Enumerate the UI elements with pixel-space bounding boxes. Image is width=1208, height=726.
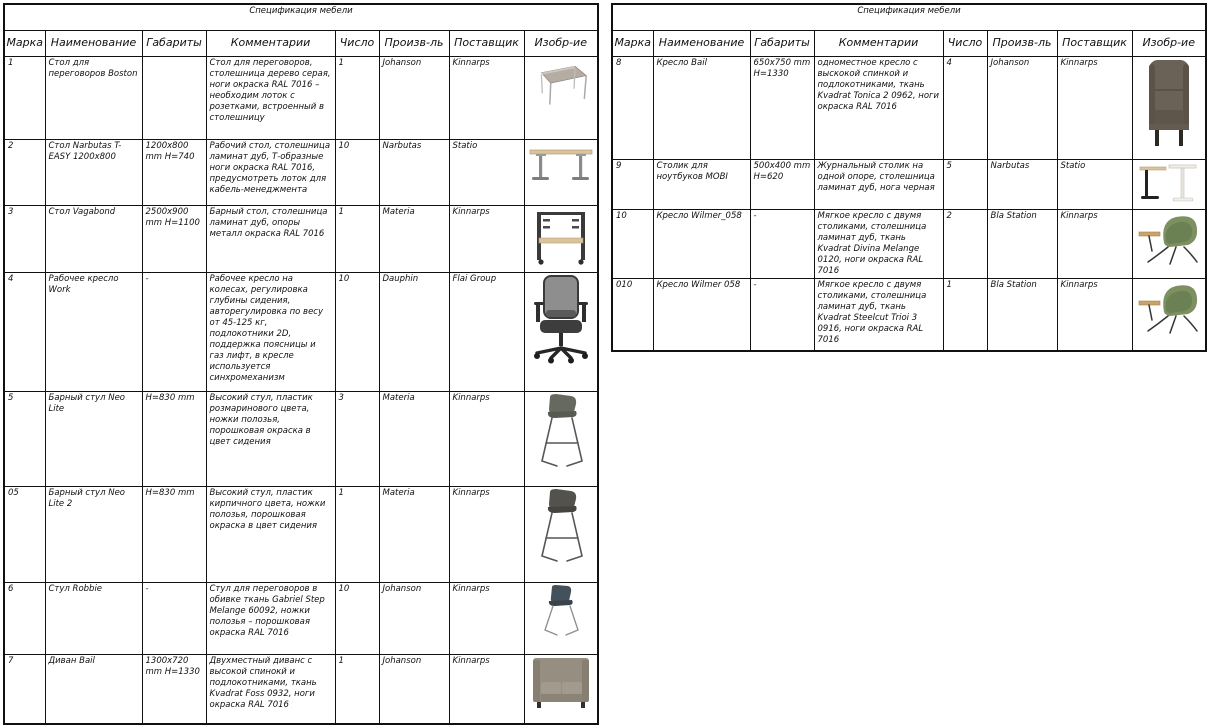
cell-supplier: Kinnarps (449, 582, 524, 654)
cell-comments: Стол для переговоров, столешница дерево серая, ноги окраска RAL 7016 – необходим лоток с розетками, встроенный в столешницу (206, 56, 335, 139)
cell-qty: 1 (335, 56, 379, 139)
cell-dimensions: - (142, 272, 206, 391)
cell-dimensions: - (750, 209, 814, 278)
highback-armchair-icon (1144, 58, 1194, 150)
header-comments: Комментарии (814, 30, 943, 56)
cell-name: Диван Bail (45, 654, 142, 724)
cell-name: Кресло Wilmer 058 (653, 278, 750, 351)
cell-image (1132, 159, 1206, 209)
cell-image (1132, 209, 1206, 278)
header-supplier: Поставщик (1057, 30, 1132, 56)
cell-mark: 05 (4, 486, 45, 582)
cell-image (1132, 56, 1206, 159)
cell-supplier: Statio (449, 139, 524, 205)
cell-image (524, 205, 598, 272)
cell-comments: одноместное кресло с выскокой спинкой и подлокотниками, ткань Kvadrat Tonica 2 0962, ноги окраска RAL 7016 (814, 56, 943, 159)
cell-manufacturer: Narbutas (987, 159, 1057, 209)
cell-qty: 5 (943, 159, 987, 209)
header-name: Наименование (45, 30, 142, 56)
header-mark: Марка (612, 30, 653, 56)
table-title-row (4, 4, 598, 30)
cell-supplier: Kinnarps (1057, 278, 1132, 351)
cell-dimensions: 650x750 mm H=1330 (750, 56, 814, 159)
cell-image (524, 391, 598, 486)
cell-dimensions: H=830 mm (142, 486, 206, 582)
cell-supplier: Kinnarps (449, 486, 524, 582)
cell-mark: 7 (4, 654, 45, 724)
cell-qty: 1 (335, 205, 379, 272)
cell-name: Рабочее кресло Work (45, 272, 142, 391)
cell-image (524, 56, 598, 139)
office-chair-icon (529, 274, 593, 364)
cell-qty: 3 (335, 391, 379, 486)
cell-mark: 5 (4, 391, 45, 486)
cell-dimensions: H=830 mm (142, 391, 206, 486)
cell-qty: 10 (335, 139, 379, 205)
cell-comments: Мягкое кресло с двумя столиками, столешница ламинат дуб, ткань Kvadrat Divina Melange 0120, ноги окраска RAL 7016 (814, 209, 943, 278)
cell-manufacturer: Johanson (379, 56, 449, 139)
table-row (4, 56, 598, 139)
table-row (612, 56, 1206, 159)
cell-qty: 10 (335, 272, 379, 391)
header-qty: Число (335, 30, 379, 56)
cell-mark: 6 (4, 582, 45, 654)
cell-supplier: Kinnarps (1057, 56, 1132, 159)
cell-mark: 010 (612, 278, 653, 351)
cell-dimensions (142, 56, 206, 139)
header-image: Изобр-ие (524, 30, 598, 56)
cell-qty: 1 (943, 278, 987, 351)
cell-comments: Высокий стул, пластик розмаринового цвета, ножки полозья, порошковая окраска в цвет сидения (206, 391, 335, 486)
cell-qty: 10 (335, 582, 379, 654)
cell-dimensions: 500x400 mm H=620 (750, 159, 814, 209)
table-row (4, 654, 598, 724)
cell-supplier: Flai Group (449, 272, 524, 391)
header-manufacturer: Произв-ль (379, 30, 449, 56)
cell-manufacturer: Johanson (379, 582, 449, 654)
cell-dimensions: - (750, 278, 814, 351)
cell-mark: 10 (612, 209, 653, 278)
table-row (612, 159, 1206, 209)
cell-name: Стул Robbie (45, 582, 142, 654)
cell-supplier: Kinnarps (1057, 209, 1132, 278)
cell-manufacturer: Materia (379, 486, 449, 582)
table-row (4, 582, 598, 654)
cell-dimensions: 1300x720 mm H=1330 (142, 654, 206, 724)
table-row (4, 391, 598, 486)
cell-comments: Высокий стул, пластик кирпичного цвета, ножки полозья, порошковая окраска в цвет сидения (206, 486, 335, 582)
header-qty: Число (943, 30, 987, 56)
cell-mark: 1 (4, 56, 45, 139)
header-manufacturer: Произв-ль (987, 30, 1057, 56)
cell-name: Стол для переговоров Boston (45, 56, 142, 139)
cell-manufacturer: Narbutas (379, 139, 449, 205)
conference-table-icon (533, 58, 589, 110)
header-image: Изобр-ие (1132, 30, 1206, 56)
cell-manufacturer: Johanson (987, 56, 1057, 159)
table-row (4, 205, 598, 272)
cell-mark: 9 (612, 159, 653, 209)
table-title: Спецификация мебели (612, 4, 1206, 30)
cell-image (524, 486, 598, 582)
cell-supplier: Kinnarps (449, 205, 524, 272)
cell-dimensions: 2500x900 mm H=1100 (142, 205, 206, 272)
bar-table-icon (533, 207, 589, 267)
chair-icon (539, 584, 583, 642)
table-header-row (4, 30, 598, 56)
cell-qty: 1 (335, 486, 379, 582)
table-header-row (612, 30, 1206, 56)
cell-mark: 2 (4, 139, 45, 205)
table-row (4, 486, 598, 582)
cell-qty: 2 (943, 209, 987, 278)
cell-mark: 4 (4, 272, 45, 391)
desk-icon (528, 141, 594, 185)
cell-image (524, 272, 598, 391)
cell-manufacturer: Dauphin (379, 272, 449, 391)
cell-supplier: Kinnarps (449, 391, 524, 486)
cell-name: Барный стул Neo Lite 2 (45, 486, 142, 582)
cell-manufacturer: Bla Station (987, 278, 1057, 351)
table-title: Спецификация мебели (4, 4, 598, 30)
cell-image (524, 582, 598, 654)
table-row (4, 139, 598, 205)
cell-comments: Стул для переговоров в обивке ткань Gabriel Step Melange 60092, ножки полозья – порошковая окраска RAL 7016 (206, 582, 335, 654)
cell-comments: Мягкое кресло с двумя столиками, столешница ламинат дуб, ткань Kvadrat Steelcut Trioi 3 0916, ноги окраска RAL 7016 (814, 278, 943, 351)
cell-name: Кресло Bail (653, 56, 750, 159)
cell-name: Кресло Wilmer_058 (653, 209, 750, 278)
header-dimensions: Габариты (750, 30, 814, 56)
cell-supplier: Statio (1057, 159, 1132, 209)
cell-name: Барный стул Neo Lite (45, 391, 142, 486)
tablet-armchair-icon (1138, 211, 1200, 269)
cell-qty: 1 (335, 654, 379, 724)
cell-comments: Барный стол, столешница ламинат дуб, опоры металл окраска RAL 7016 (206, 205, 335, 272)
laptop-table-icon (1138, 161, 1200, 205)
cell-manufacturer: Johanson (379, 654, 449, 724)
cell-comments: Журнальный столик на одной опоре, столешница ламинат дуб, нога черная (814, 159, 943, 209)
header-mark: Марка (4, 30, 45, 56)
cell-image (1132, 278, 1206, 351)
header-name: Наименование (653, 30, 750, 56)
cell-manufacturer: Bla Station (987, 209, 1057, 278)
cell-name: Стол Vagabond (45, 205, 142, 272)
cell-name: Стол Narbutas T-EASY 1200x800 (45, 139, 142, 205)
cell-image (524, 654, 598, 724)
sofa-icon (529, 656, 593, 712)
cell-comments: Рабочий стол, столешница ламинат дуб, Т-образные ноги окраска RAL 7016, предусмотреть лоток для кабель-менеджмента (206, 139, 335, 205)
cell-image (524, 139, 598, 205)
cell-name: Столик для ноутбуков MOBI (653, 159, 750, 209)
cell-supplier: Kinnarps (449, 56, 524, 139)
cell-manufacturer: Materia (379, 205, 449, 272)
cell-mark: 3 (4, 205, 45, 272)
cell-dimensions: - (142, 582, 206, 654)
header-dimensions: Габариты (142, 30, 206, 56)
tablet-armchair-icon (1138, 280, 1200, 338)
table-row (612, 278, 1206, 351)
header-comments: Комментарии (206, 30, 335, 56)
header-supplier: Поставщик (449, 30, 524, 56)
spec-table-left (3, 3, 599, 725)
bar-stool-icon (537, 393, 585, 473)
cell-mark: 8 (612, 56, 653, 159)
cell-qty: 4 (943, 56, 987, 159)
cell-dimensions: 1200x800 mm H=740 (142, 139, 206, 205)
table-title-row (612, 4, 1206, 30)
cell-supplier: Kinnarps (449, 654, 524, 724)
spec-table-right (611, 3, 1207, 352)
cell-manufacturer: Materia (379, 391, 449, 486)
table-row (612, 209, 1206, 278)
table-row (4, 272, 598, 391)
cell-comments: Рабочее кресло на колесах, регулировка глубины сидения, авторегулировка по весу от 45-125 кг, подлокотники 2D, поддержка поясницы и газ лифт, в кресле используется синхромеханизм (206, 272, 335, 391)
cell-comments: Двухместный диванс с высокой спинокй и подлокотниками, ткань Kvadrat Foss 0932, ноги окраска RAL 7016 (206, 654, 335, 724)
bar-stool-2-icon (537, 488, 585, 568)
